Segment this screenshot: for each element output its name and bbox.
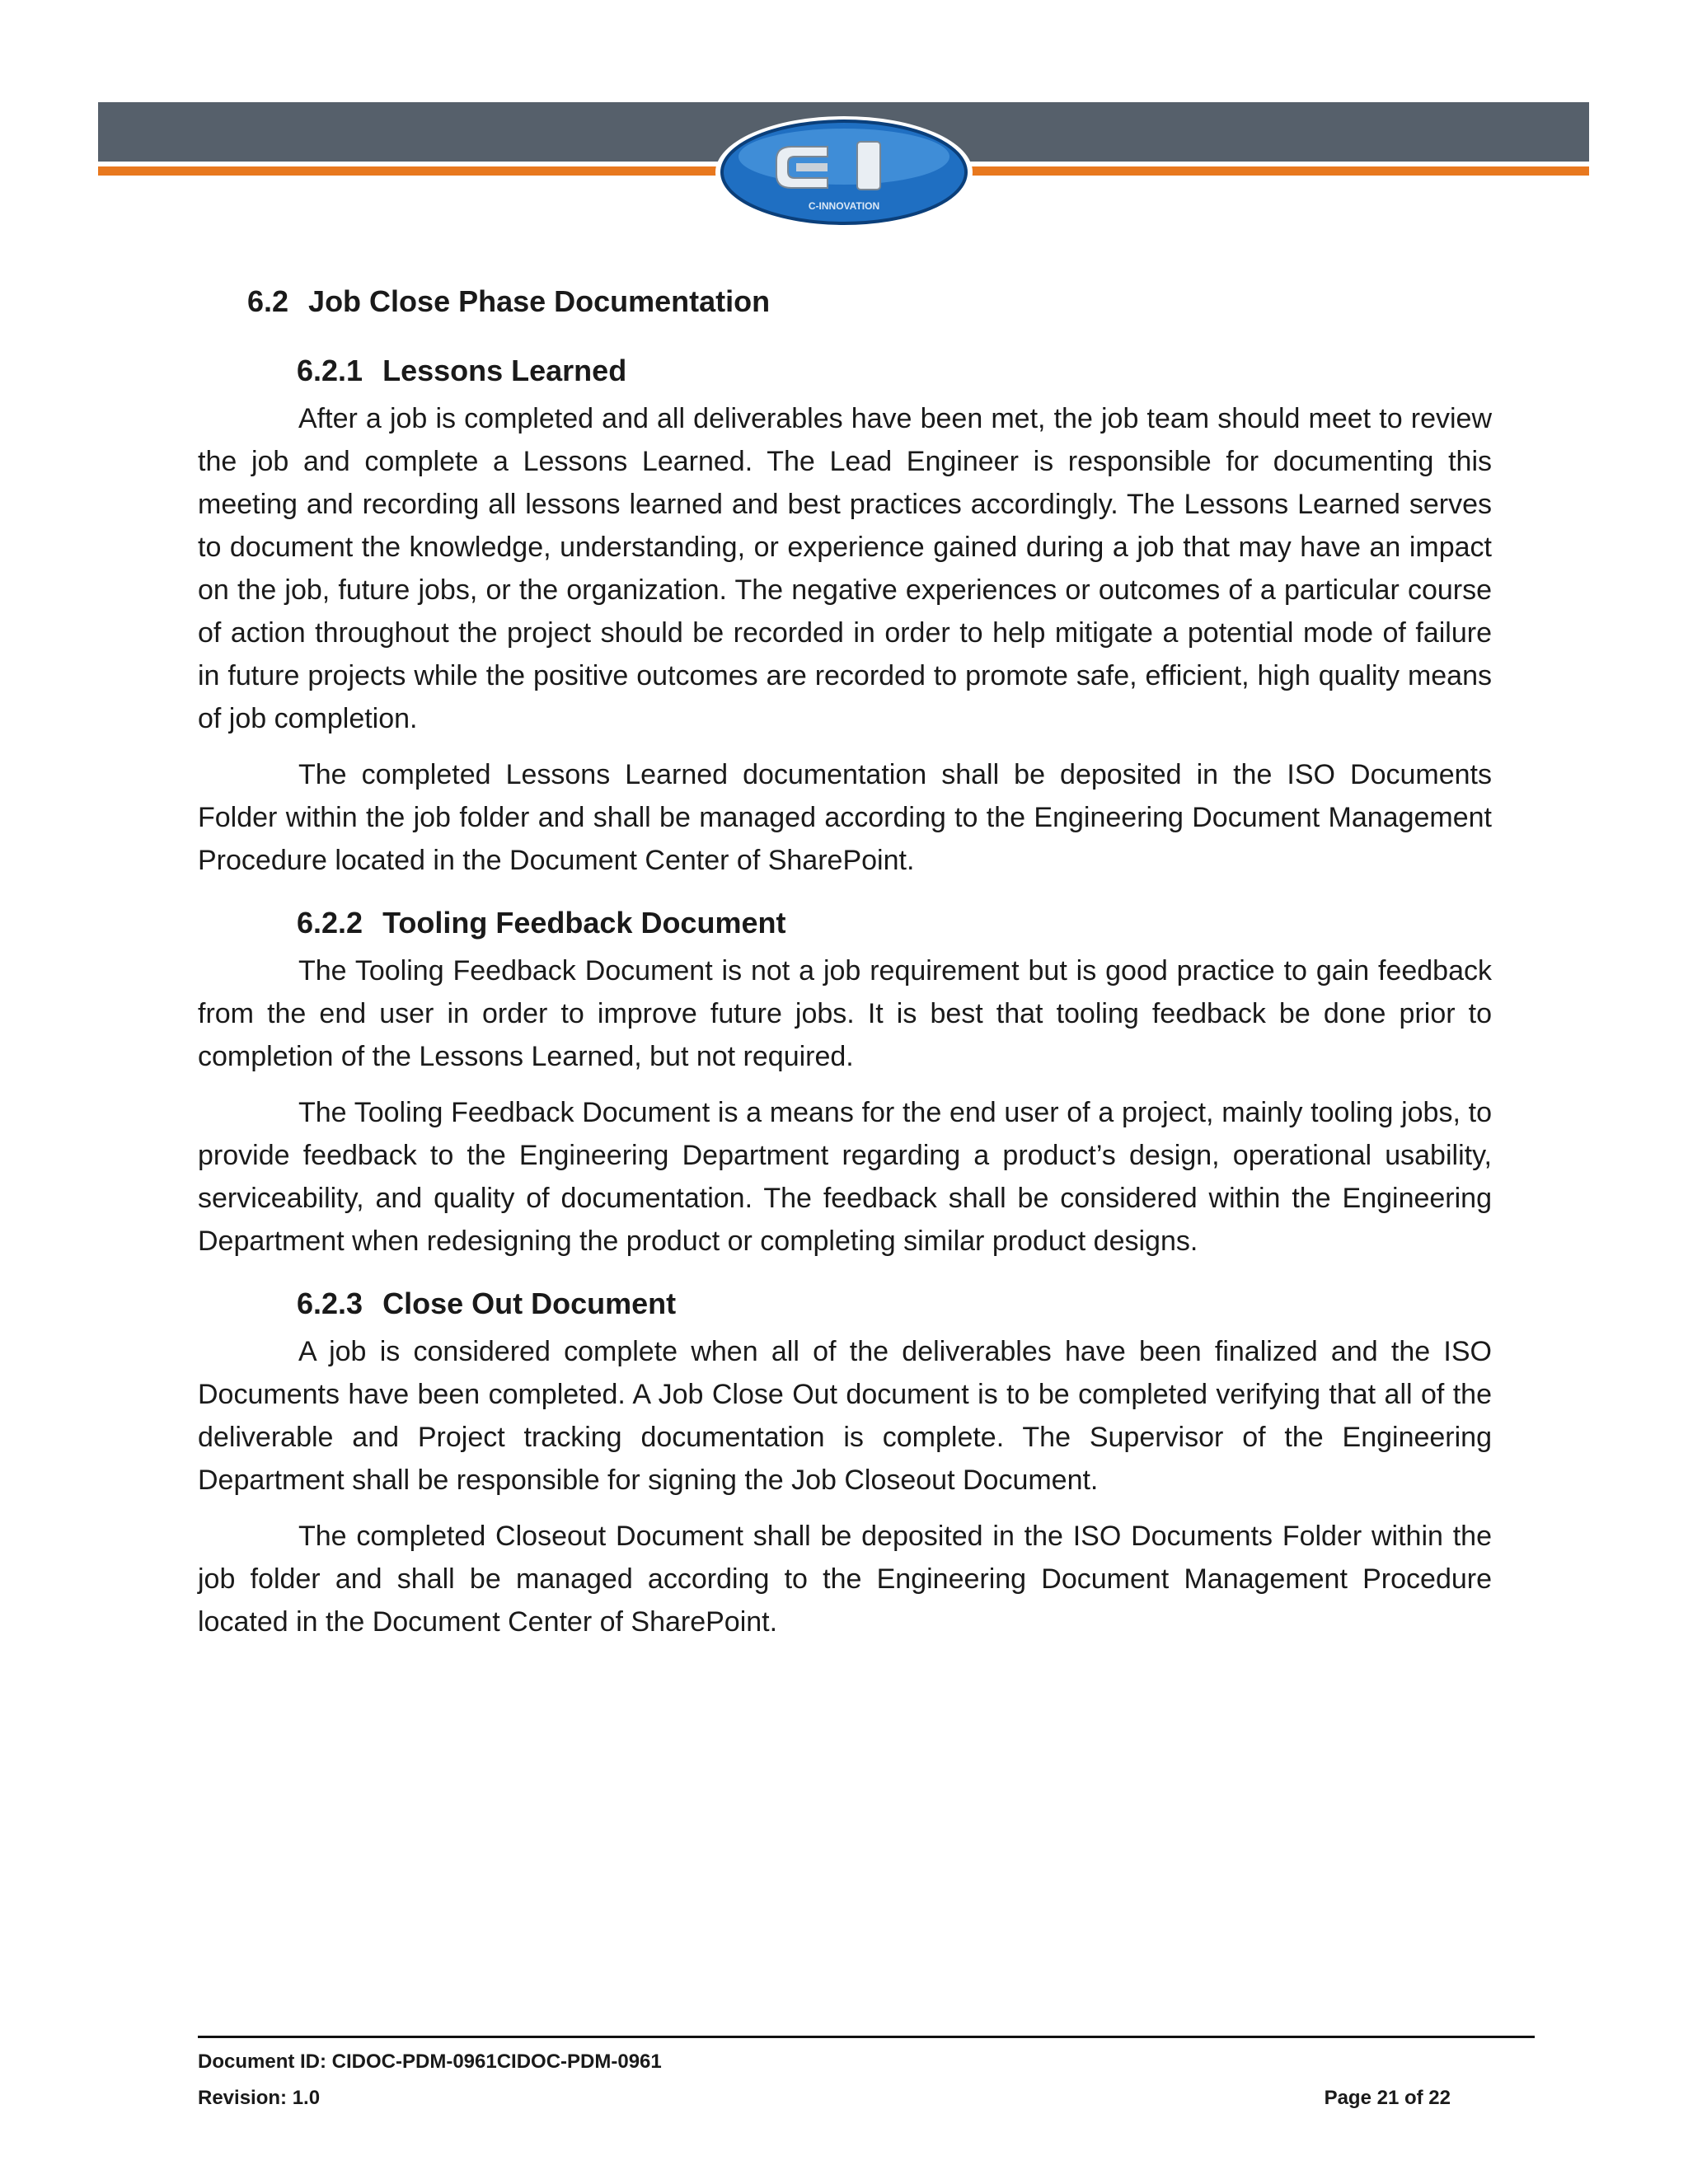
section-number: 6.2 — [247, 284, 289, 318]
subsection-number: 6.2.2 — [297, 906, 363, 940]
paragraph: The completed Lessons Learned documentation shall be deposited in the ISO Documents Folder within the job folder and shall be managed according to the Engineering Document Management Procedure located in the Document Center of SharePoint. — [198, 759, 1492, 876]
footer-page-number: Page 21 of 22 — [1324, 2087, 1451, 2109]
subsection-number: 6.2.3 — [297, 1286, 363, 1320]
company-logo — [712, 114, 976, 231]
footer-document-id: Document ID: CIDOC-PDM-0961CIDOC-PDM-0961 — [198, 2050, 662, 2073]
paragraph: The Tooling Feedback Document is a means for the end user of a project, mainly tooling jobs, to provide feedback to the Engineering Department regarding a product’s design, operational usability, serviceability, and quality of documentation. The feedback shall be considered within the Engineering Department when redesigning the product or completing similar product designs. — [198, 1097, 1492, 1257]
document-body — [198, 277, 1492, 1657]
subsection-title: Lessons Learned — [382, 354, 627, 387]
footer-divider — [198, 2036, 1535, 2038]
subsection-heading-close-out — [297, 1279, 1492, 1329]
subsection-heading-lessons-learned — [297, 346, 1492, 396]
logo-text: C-INNOVATION — [808, 200, 880, 212]
paragraph: After a job is completed and all deliverables have been met, the job team should meet to review the job and complete a Lessons Learned. The Lead Engineer is responsible for documenting this meeting and recording all lessons learned and best practices accordingly. The Lessons Learned serves to document the knowledge, understanding, or experience gained during a job that may have an impact on the job, future jobs, or the organization. The negative experiences or outcomes of a particular course of action throughout the project should be recorded in order to help mitigate a potential mode of failure in future projects while the positive outcomes are recorded to promote safe, efficient, high quality means of job completion. — [198, 403, 1492, 734]
paragraph: The Tooling Feedback Document is not a job requirement but is good practice to gain feedback from the end user in order to improve future jobs. It is best that tooling feedback be done prior to completion of the Lessons Learned, but not required. — [198, 955, 1492, 1072]
page-footer — [198, 2044, 1451, 2116]
subsection-title: Close Out Document — [382, 1286, 677, 1320]
section-heading — [247, 277, 1492, 326]
subsection-number: 6.2.1 — [297, 354, 363, 387]
section-title: Job Close Phase Documentation — [308, 284, 771, 318]
subsection-title: Tooling Feedback Document — [382, 906, 786, 940]
footer-revision: Revision: 1.0 — [198, 2087, 321, 2109]
paragraph: A job is considered complete when all of the deliverables have been finalized and the ISO Documents have been completed. A Job Close Out document is to be completed verifying that all of the deliverable and Project tracking documentation is complete. The Supervisor of the Engineering Department shall be responsible for signing the Job Closeout Document. — [198, 1336, 1492, 1496]
subsection-heading-tooling-feedback — [297, 898, 1492, 948]
paragraph: The completed Closeout Document shall be deposited in the ISO Documents Folder within the job folder and shall be managed according to the Engineering Document Management Procedure located in the Document Center of SharePoint. — [198, 1521, 1492, 1638]
